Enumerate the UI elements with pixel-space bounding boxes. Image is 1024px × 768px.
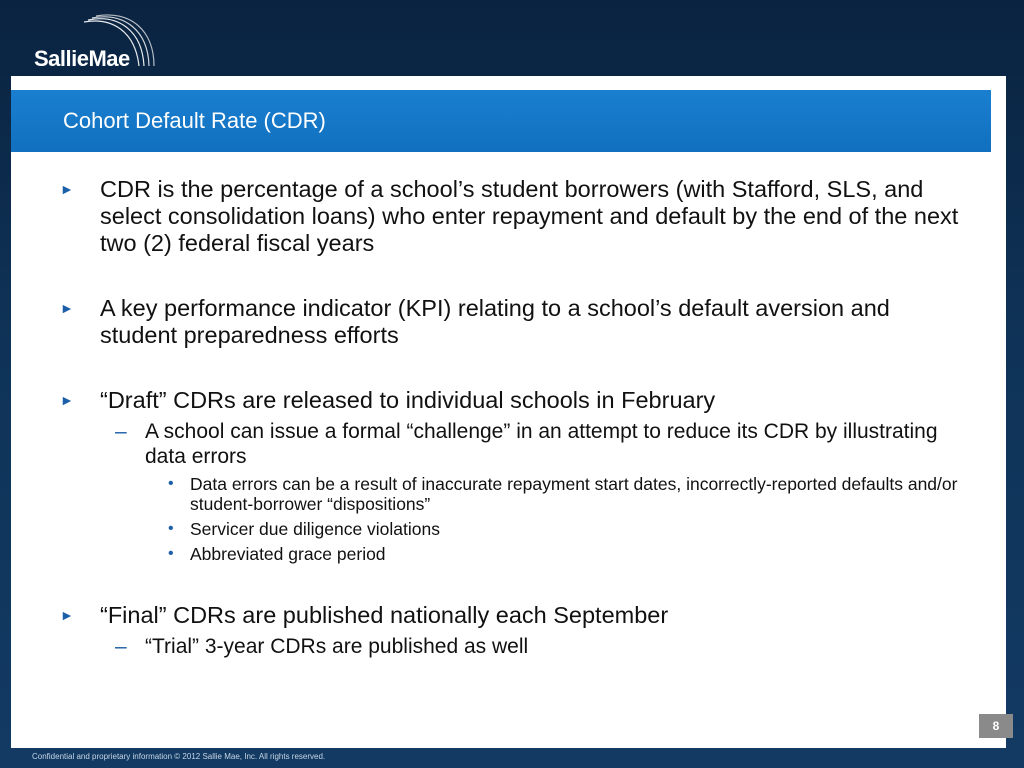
sallie-mae-logo — [18, 8, 158, 72]
title-bar — [11, 90, 991, 152]
slide-title: Cohort Default Rate (CDR) — [63, 108, 326, 133]
dot-bullet-icon: • — [168, 545, 174, 562]
page-number: 8 — [979, 714, 1013, 738]
bullet-item — [60, 295, 970, 349]
dot-bullet-icon: • — [168, 520, 174, 537]
bullet-text: “Final” CDRs are published nationally each September — [100, 602, 669, 628]
sub-sub-bullet-item — [60, 474, 970, 514]
bullet-text: CDR is the percentage of a school’s student borrowers (with Stafford, SLS, and select consolidation loans) who enter repayment and default by the end of the next two (2) federal fiscal years — [100, 176, 959, 256]
bullet-list — [60, 176, 970, 659]
triangle-bullet-icon: ► — [60, 392, 74, 408]
sub-sub-bullet-text: Abbreviated grace period — [190, 544, 386, 564]
dash-bullet-icon: – — [115, 420, 127, 443]
footer-text: Confidential and proprietary information © 2012 Sallie Mae, Inc. All rights reserved. — [32, 752, 326, 761]
bullet-item — [60, 176, 970, 257]
sub-sub-bullet-text: Servicer due diligence violations — [190, 519, 440, 539]
bullet-item — [60, 602, 970, 629]
sub-bullet-item — [60, 419, 970, 469]
triangle-bullet-icon: ► — [60, 300, 74, 316]
triangle-bullet-icon: ► — [60, 181, 74, 197]
sub-sub-bullet-text: Data errors can be a result of inaccurate repayment start dates, incorrectly-reported defaults and/or student-borrower “dispositions” — [190, 474, 958, 514]
sub-sub-bullet-item — [60, 544, 970, 564]
sub-bullet-item — [60, 634, 970, 659]
sub-bullet-text: A school can issue a formal “challenge” in an attempt to reduce its CDR by illustrating data errors — [145, 420, 938, 468]
bullet-item — [60, 387, 970, 414]
dot-bullet-icon: • — [168, 475, 174, 492]
triangle-bullet-icon: ► — [60, 607, 74, 623]
bullet-text: A key performance indicator (KPI) relating to a school’s default aversion and student preparedness efforts — [100, 295, 890, 348]
logo-text: SallieMae — [34, 46, 130, 71]
bullet-text: “Draft” CDRs are released to individual schools in February — [100, 387, 716, 413]
sub-sub-bullet-item — [60, 519, 970, 539]
sub-bullet-text: “Trial” 3-year CDRs are published as well — [145, 635, 529, 658]
dash-bullet-icon: – — [115, 635, 127, 658]
